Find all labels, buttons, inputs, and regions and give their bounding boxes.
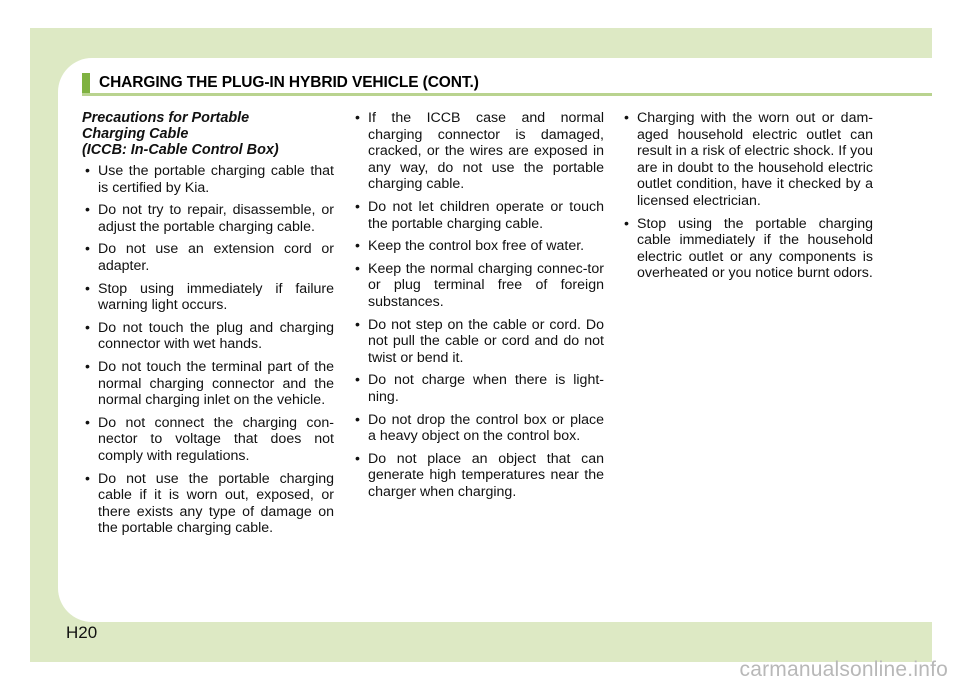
list-item: • Stop using the portable charging cable immediately if the household electric outlet or any components is overheated or you notice burnt odors. — [621, 216, 873, 282]
list-item: • Stop using immediately if failure warning light occurs. — [82, 281, 334, 314]
list-item: • Do not step on the cable or cord. Do not pull the cable or cord and do not twist or bend it. — [352, 317, 604, 367]
column-1 — [82, 110, 334, 543]
section-heading-line: Precautions for Portable — [82, 110, 250, 126]
section-header — [82, 73, 932, 95]
page-title: CHARGING THE PLUG-IN HYBRID VEHICLE (CONT.) — [99, 74, 479, 91]
watermark: carmanualsonline.info — [739, 658, 948, 681]
section-heading-line: Charging Cable — [82, 126, 189, 142]
list-item: • Do not connect the charging con-nector to voltage that does not comply with regulations. — [82, 415, 334, 465]
column-2 — [352, 110, 604, 506]
bullet-list — [352, 110, 604, 500]
bullet-list — [82, 163, 334, 537]
list-item: • Keep the normal charging connec-tor or plug terminal free of foreign substances. — [352, 261, 604, 311]
list-item: • Do not let children operate or touch the portable charging cable. — [352, 199, 604, 232]
list-item: • Do not use the portable charging cable if it is worn out, exposed, or there exists any type of damage on the portable charging cable. — [82, 471, 334, 537]
header-accent-bar — [82, 73, 90, 93]
bullet-list — [621, 110, 873, 282]
list-item: • Do not touch the plug and charging connector with wet hands. — [82, 320, 334, 353]
list-item: • If the ICCB case and normal charging connector is damaged, cracked, or the wires are exposed in any way, do not use the portable charging cable. — [352, 110, 604, 193]
list-item: • Do not use an extension cord or adapter. — [82, 241, 334, 274]
list-item: • Do not drop the control box or place a heavy object on the control box. — [352, 412, 604, 445]
list-item: • Do not try to repair, disassemble, or adjust the portable charging cable. — [82, 202, 334, 235]
list-item: • Charging with the worn out or dam-aged household electric outlet can result in a risk of electric shock. If you are in doubt to the household electric outlet condition, have it checked by a licensed electrician. — [621, 110, 873, 210]
column-3 — [621, 110, 873, 288]
list-item: • Do not charge when there is light-ning. — [352, 372, 604, 405]
list-item: • Do not touch the terminal part of the normal charging connector and the normal charging inlet on the vehicle. — [82, 359, 334, 409]
list-item: • Do not place an object that can generate high temperatures near the charger when charging. — [352, 451, 604, 501]
list-item: • Use the portable charging cable that is certified by Kia. — [82, 163, 334, 196]
page-number: H20 — [66, 623, 98, 642]
section-heading — [82, 110, 334, 158]
header-rule — [82, 93, 932, 96]
list-item: • Keep the control box free of water. — [352, 238, 604, 255]
section-heading-line: (ICCB: In-Cable Control Box) — [82, 142, 279, 158]
